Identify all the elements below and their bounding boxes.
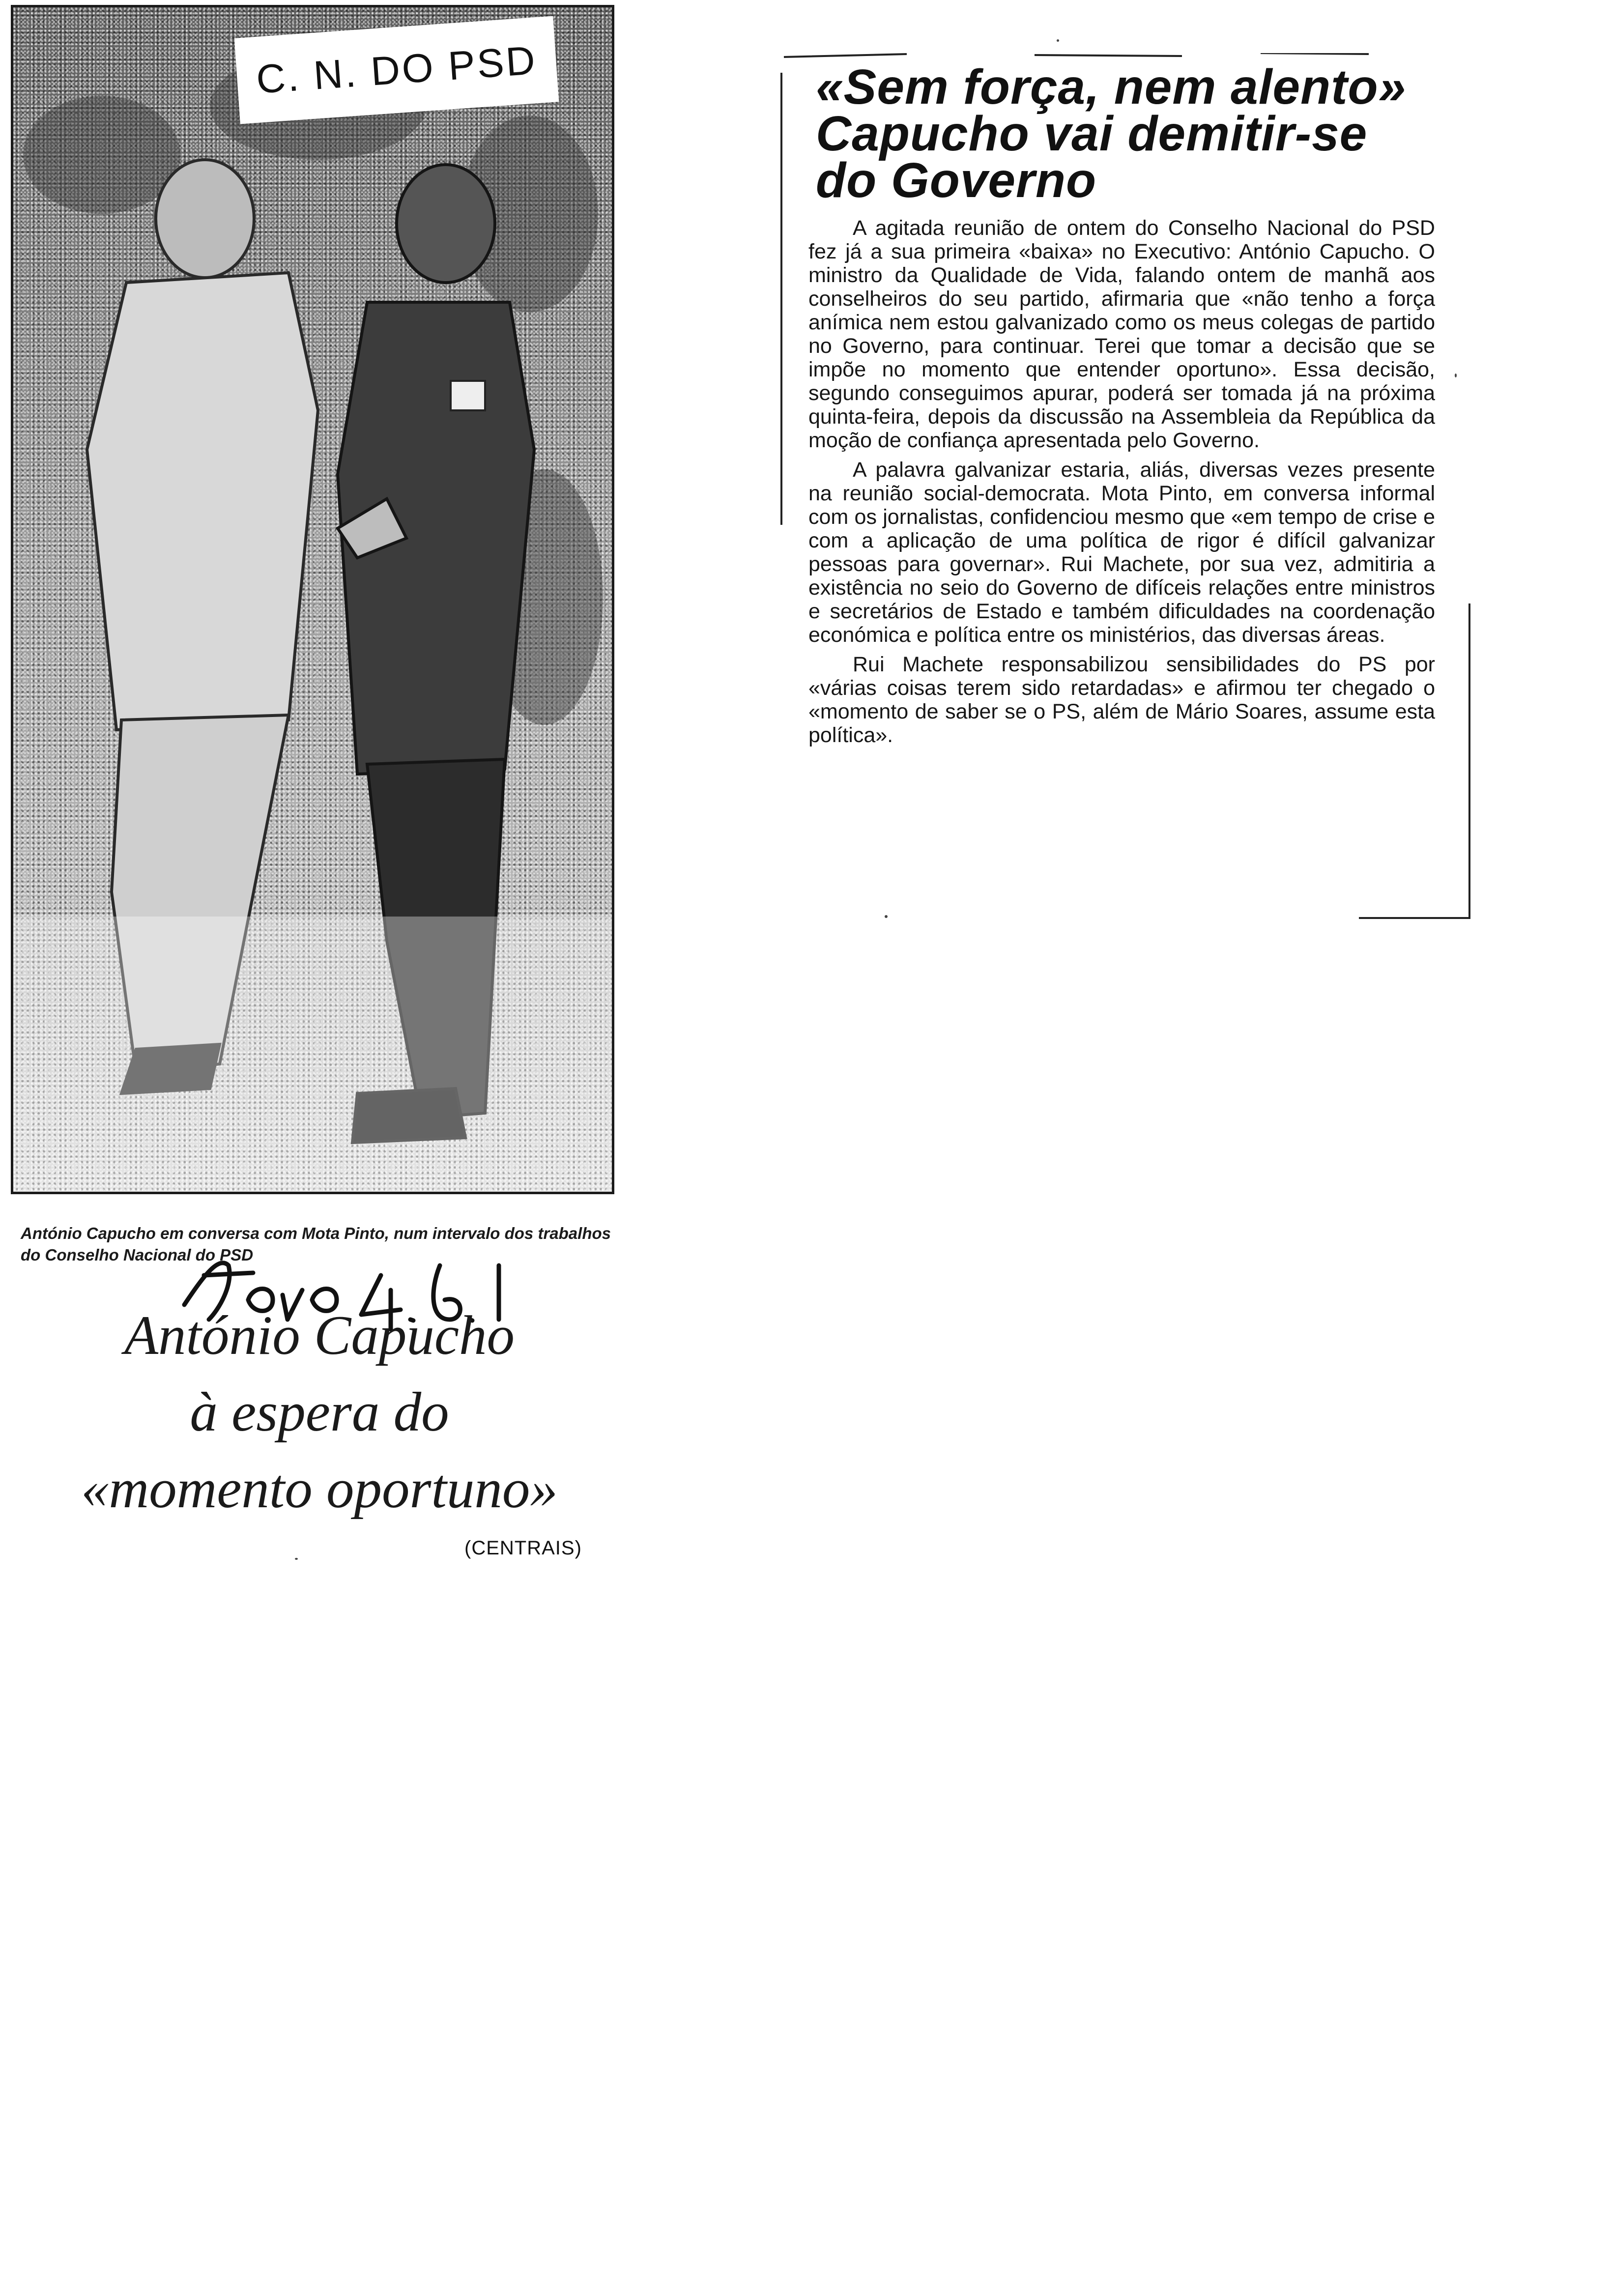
scan-speck xyxy=(1455,373,1457,377)
side-headline-line: «momento oportuno» xyxy=(81,1458,558,1520)
scan-speck xyxy=(295,1558,298,1560)
scan-speck xyxy=(1057,39,1059,42)
article-headline xyxy=(816,59,1465,208)
credit-label: (CENTRAIS) xyxy=(464,1537,582,1559)
headline-line: do Governo xyxy=(816,153,1097,208)
headline-line: Capucho vai demitir-se xyxy=(816,106,1368,161)
side-headline xyxy=(20,1297,619,1527)
article-body xyxy=(808,216,1435,753)
headline-line: «Sem força, nem alento» xyxy=(816,59,1407,115)
side-headline-line: António Capucho xyxy=(124,1305,515,1366)
article-paragraph: A palavra galvanizar estaria, aliás, diversas vezes presente na reunião social-democrata. Mota Pinto, em conversa informal com os jornalistas, confidenciou mesmo que «em tempo de crise e com a aplicação de uma política de rigor é difícil galvanizar pessoas para governar». Rui Machete, por sua vez, admitiria a existência no seio do Governo de difíceis relações entre ministros e secretários de Estado e também dificuldades na coordenação económica e política entre os ministérios, das diversas áreas. xyxy=(808,458,1435,647)
scan-speck xyxy=(885,915,888,918)
news-photo xyxy=(11,5,614,1194)
article-paragraph: A agitada reunião de ontem do Conselho Nacional do PSD fez já a sua primeira «baixa» no Executivo: António Capucho. O ministro da Qualidade de Vida, falando ontem de manhã aos conselheiros do seu partido, afirmaria que «não tenho a força anímica nem estou galvanizado como os meus colegas de partido no Governo, para continuar. Terei que tomar a decisão que se impõe no momento que entender oportuno». Essa decisão, segundo conseguimos apurar, poderá ser tomada já na próxima quinta-feira, depois da discussão na Assembleia da República da moção de confiança apresentada pelo Governo. xyxy=(808,216,1435,452)
photo-figures xyxy=(13,7,612,1192)
side-headline-line: à espera do xyxy=(190,1381,449,1443)
photo-label: C. N. DO PSD xyxy=(234,16,559,124)
photo-caption: António Capucho em conversa com Mota Pinto, num intervalo dos trabalhos do Conselho Nacional do PSD xyxy=(21,1224,611,1264)
article-paragraph: Rui Machete responsabilizou sensibilidades do PS por «várias coisas terem sido retardadas» e afirmou ter chegado o «momento de saber se o PS, além de Mário Soares, assume esta política». xyxy=(808,653,1435,747)
